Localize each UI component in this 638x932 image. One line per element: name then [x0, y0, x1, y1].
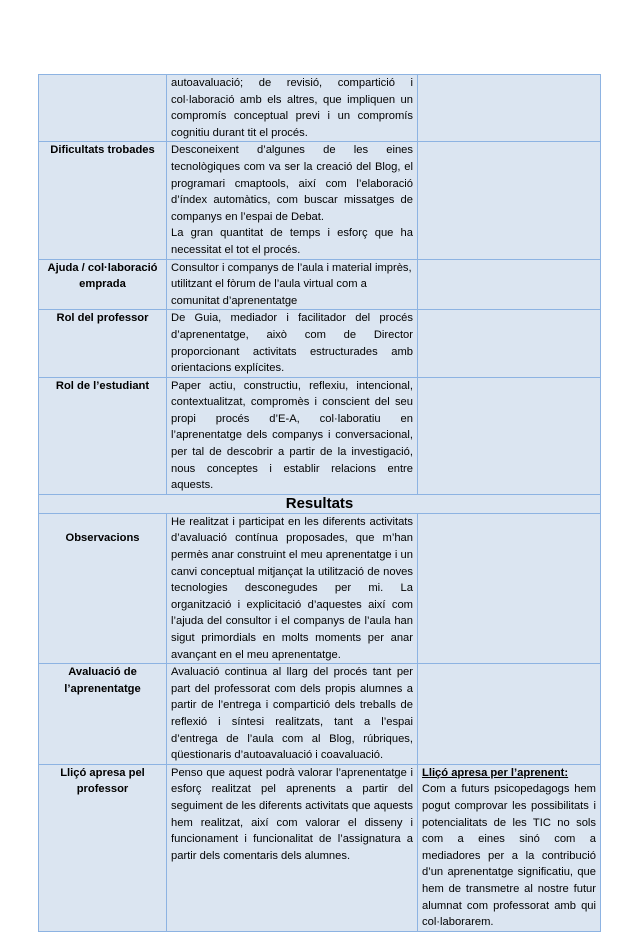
row-label: Rol de l’estudiant: [39, 377, 167, 494]
table-row: [39, 494, 601, 513]
rol-estudiant-text: Paper actiu, constructiu, reflexiu, intencional, contextualitzat, compromès i conscient del seu propi procés d’E-A, col·laboratiu en l’aprenentatge dels companys i conversacional, per tal de descobrir a partir de la investigació, nous conceptes i establir relacions entre aquests.: [167, 377, 418, 494]
reflection-table: [38, 74, 601, 932]
row-label: Ajuda / col·laboració emprada: [39, 259, 167, 310]
ajuda-text: Consultor i companys de l’aula i material imprès, utilitzant el fòrum de l’aula virtual com a comunitat d’aprenentatge: [167, 259, 418, 310]
section-header: Resultats: [39, 494, 601, 513]
table-row: [39, 664, 601, 765]
dificultats-text: [167, 142, 418, 259]
row-label: Observacions: [39, 513, 167, 663]
autoavaluacio-text: autoavaluació; de revisió, compartició i col·laboració amb els altres, que impliquen un compromís conceptual previ i un compromís cognitiu durant tit el procés.: [167, 75, 418, 142]
table-row: [39, 310, 601, 377]
llico-aprenent-title: Lliçó apresa per l’aprenent:: [422, 766, 569, 779]
rol-professor-text: De Guia, mediador i facilitador del procés d’aprenentatge, això com de Director proporcionant activitats estructurades amb orientacions explícites.: [167, 310, 418, 377]
table-row: [39, 142, 601, 259]
row-label: Dificultats trobades: [39, 142, 167, 259]
dificultats-paragraph: La gran quantitat de temps i esforç que ha necessitat el tot el procés.: [171, 227, 413, 256]
llico-text: Penso que aquest podrà valorar l’aprenentatge i esforç realitzat pel aprenents a partir del seguiment de les diferents activitats que aquests hem realitzat, així com valorar el disseny i funcionament i funcionalitat de l’assignatura a partir dels comentaris dels alumnes.: [167, 764, 418, 931]
row-label: Lliçó apresa pel professor: [39, 764, 167, 931]
row-label: Avaluació de l’aprenentatge: [39, 664, 167, 765]
table-row: [39, 75, 601, 142]
table-row: [39, 259, 601, 310]
dificultats-paragraph: Desconeixent d’algunes de les eines tecnològiques com va ser la creació del Blog, el programari cmaptools, així com l’elaboració d’índex automàtics, com buscar missatges de companys en l’espai de Debat.: [171, 144, 413, 223]
llico-aprenent-cell: [418, 764, 601, 931]
table-row: [39, 764, 601, 931]
avaluacio-text: Avaluació continua al llarg del procés tant per part del professorat com dels propis alumnes a partir de l’entrega i compartició dels treballs de reflexió i síntesi realitzats, tant a l’espai d’entrega de l’aula com al Blog, rúbriques, qüestionaris d’autoavaluació i coavaluació.: [167, 664, 418, 765]
row-label: Rol del professor: [39, 310, 167, 377]
observacions-text: He realitzat i participat en les diferents activitats d’avaluació contínua proposades, que m’han permès anar construint el meu aprenentatge i un canvi conceptual mitjançat la utilització de noves tecnologies desconegudes per mi. La organització i explicitació d’aquestes així com l’ajuda del consultor i el companys de l’aula han sigut primordials en molts moments per anar avançant en el meu aprenentatge.: [167, 513, 418, 663]
table-row: [39, 377, 601, 494]
llico-aprenent-text: Com a futurs psicopedagogs hem pogut comprovar les possibilitats i potencialitats de les TIC no sols com a eines sinó com a mediadores per a la contribució d’un aprenentatge significatiu, que hem de transmetre al nostre futur alumnat com professorat amb qui col·laborarem.: [422, 783, 596, 929]
table-row: [39, 513, 601, 663]
